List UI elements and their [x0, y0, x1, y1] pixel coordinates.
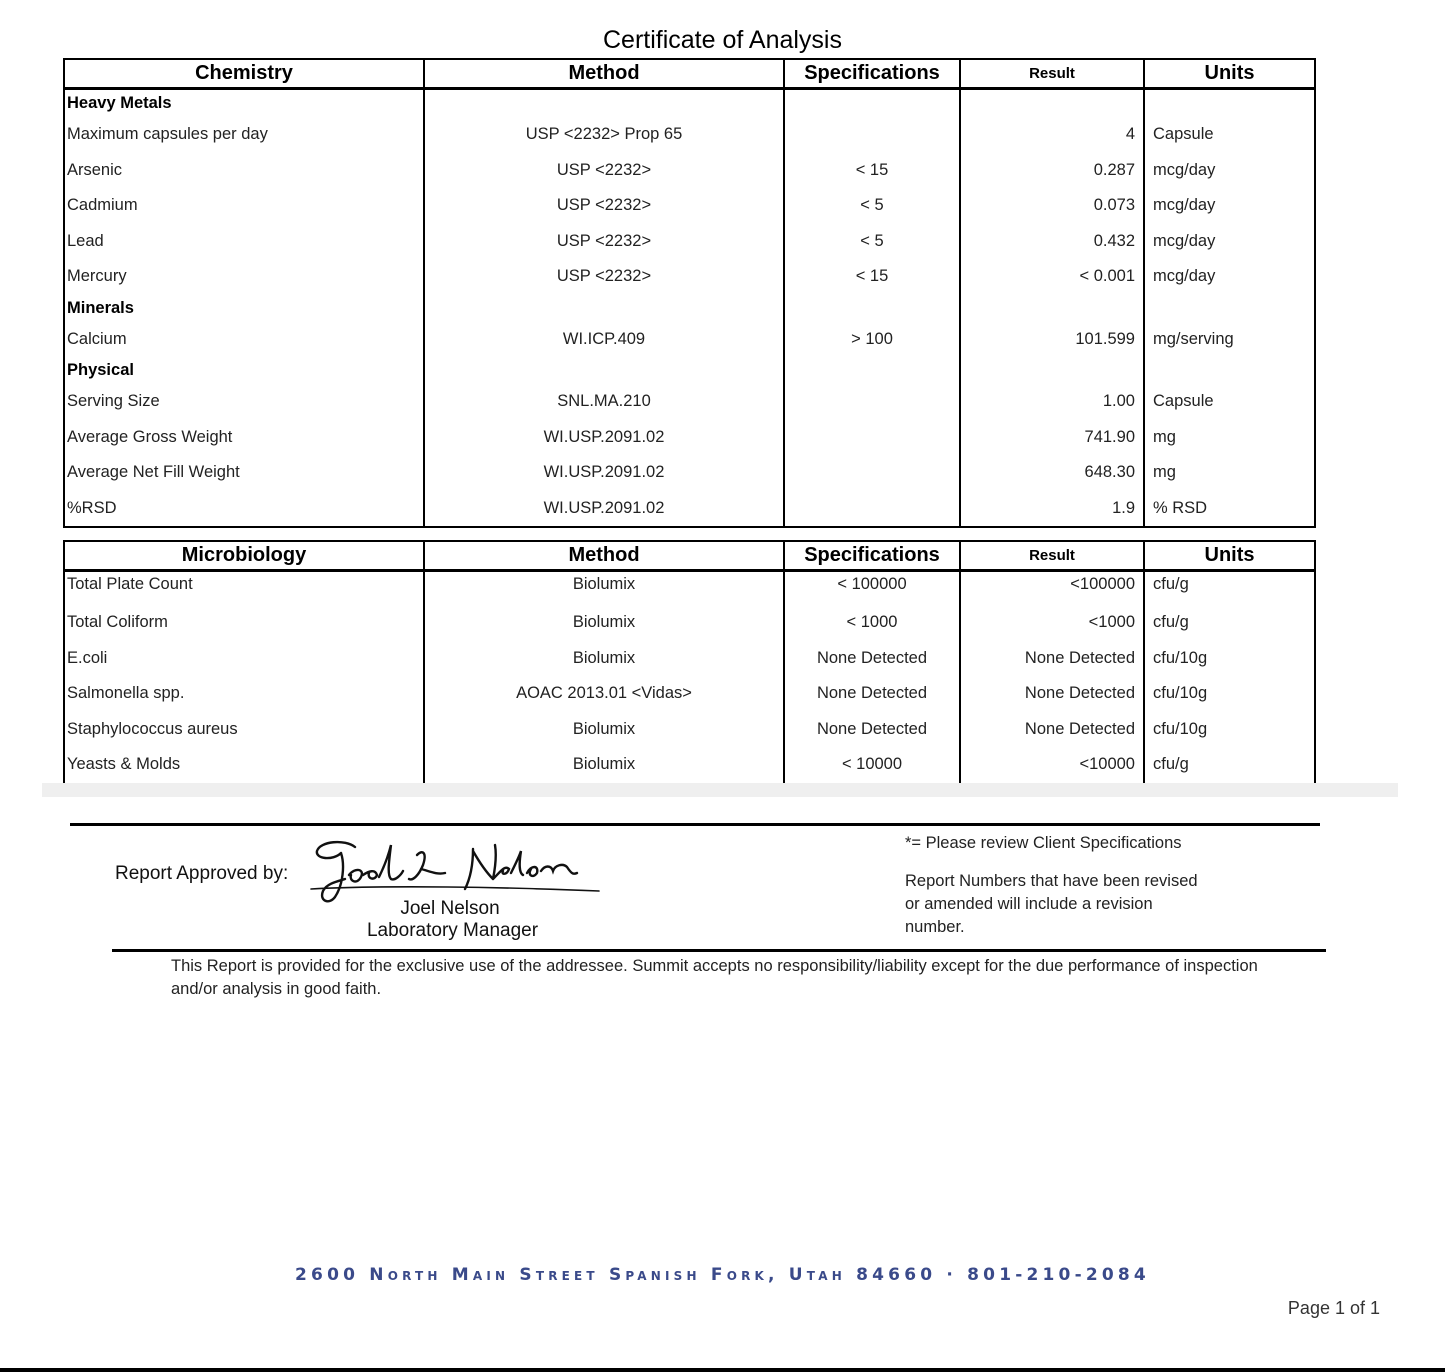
table-row — [64, 455, 1315, 491]
table-row — [64, 571, 1315, 606]
specification-cell — [784, 491, 960, 528]
method-cell — [424, 357, 784, 384]
analyte-cell: %RSD — [64, 491, 424, 528]
specification-cell: < 5 — [784, 224, 960, 260]
analyte-cell: Cadmium — [64, 188, 424, 224]
units-cell: Capsule — [1144, 117, 1315, 153]
bottom-border — [0, 1368, 1445, 1372]
units-cell — [1144, 89, 1315, 118]
table-row — [64, 322, 1315, 358]
units-cell: mg — [1144, 455, 1315, 491]
section-row — [64, 357, 1315, 384]
footer-address: 2600 North Main Street Spanish Fork, Utah 84660 · 801-210-2084 — [295, 1265, 1150, 1285]
method-cell: Biolumix — [424, 747, 784, 784]
units-cell: mcg/day — [1144, 259, 1315, 295]
method-cell: USP <2232> Prop 65 — [424, 117, 784, 153]
client-spec-note: *= Please review Client Specifications — [905, 834, 1182, 852]
method-cell: USP <2232> — [424, 224, 784, 260]
result-cell — [960, 357, 1144, 384]
specification-cell: None Detected — [784, 676, 960, 712]
table-row — [64, 491, 1315, 528]
units-cell: mcg/day — [1144, 153, 1315, 189]
result-cell: <10000 — [960, 747, 1144, 784]
analyte-cell: Salmonella spp. — [64, 676, 424, 712]
gray-separator-band — [42, 783, 1398, 797]
analyte-cell: Maximum capsules per day — [64, 117, 424, 153]
units-cell: cfu/10g — [1144, 712, 1315, 748]
analyte-cell: Staphylococcus aureus — [64, 712, 424, 748]
units-cell: mg/serving — [1144, 322, 1315, 358]
result-cell: < 0.001 — [960, 259, 1144, 295]
table-row — [64, 641, 1315, 677]
footer-address-container — [0, 1265, 1445, 1285]
column-header-microbiology: Microbiology — [64, 541, 424, 571]
specification-cell: > 100 — [784, 322, 960, 358]
signer-title: Laboratory Manager — [366, 920, 539, 941]
microbiology-table — [63, 540, 1316, 785]
page-number: Page 1 of 1 — [1287, 1298, 1380, 1318]
result-cell: None Detected — [960, 641, 1144, 677]
method-cell: Biolumix — [424, 605, 784, 641]
table-row — [64, 712, 1315, 748]
analyte-cell: Lead — [64, 224, 424, 260]
method-cell: WI.ICP.409 — [424, 322, 784, 358]
specification-cell — [784, 420, 960, 456]
method-cell: USP <2232> — [424, 259, 784, 295]
analyte-cell: Minerals — [64, 295, 424, 322]
table-row — [64, 420, 1315, 456]
units-cell: mg — [1144, 420, 1315, 456]
column-header-units: Units — [1144, 541, 1315, 571]
method-cell: SNL.MA.210 — [424, 384, 784, 420]
result-cell: None Detected — [960, 712, 1144, 748]
chemistry-header-row — [64, 59, 1315, 89]
analyte-cell: Total Coliform — [64, 605, 424, 641]
result-cell: None Detected — [960, 676, 1144, 712]
specification-cell: < 100000 — [784, 571, 960, 606]
units-cell: mcg/day — [1144, 224, 1315, 260]
column-header-units: Units — [1144, 59, 1315, 89]
method-cell: Biolumix — [424, 571, 784, 606]
table-row — [64, 188, 1315, 224]
units-cell: cfu/g — [1144, 747, 1315, 784]
units-cell: mcg/day — [1144, 188, 1315, 224]
analyte-cell: Physical — [64, 357, 424, 384]
column-header-specifications: Specifications — [784, 541, 960, 571]
analyte-cell: Yeasts & Molds — [64, 747, 424, 784]
table-row — [64, 384, 1315, 420]
result-cell: <100000 — [960, 571, 1144, 606]
specification-cell: < 10000 — [784, 747, 960, 784]
analyte-cell: Mercury — [64, 259, 424, 295]
result-cell: 741.90 — [960, 420, 1144, 456]
table-row — [64, 153, 1315, 189]
method-cell: AOAC 2013.01 <Vidas> — [424, 676, 784, 712]
section-row — [64, 295, 1315, 322]
approved-by-label: Report Approved by: — [115, 863, 289, 884]
revision-note: Report Numbers that have been revised or amended will include a revision number. — [905, 872, 1198, 936]
units-cell: % RSD — [1144, 491, 1315, 528]
section-row — [64, 89, 1315, 118]
result-cell — [960, 89, 1144, 118]
analyte-cell: Average Net Fill Weight — [64, 455, 424, 491]
analyte-cell: Arsenic — [64, 153, 424, 189]
table-row — [64, 747, 1315, 784]
result-cell — [960, 295, 1144, 322]
specification-cell — [784, 455, 960, 491]
document-title: Certificate of Analysis — [603, 26, 842, 54]
specification-cell — [784, 117, 960, 153]
column-header-specifications: Specifications — [784, 59, 960, 89]
horizontal-rule-top — [70, 823, 1320, 826]
method-cell: WI.USP.2091.02 — [424, 420, 784, 456]
result-cell: 648.30 — [960, 455, 1144, 491]
units-cell: cfu/g — [1144, 571, 1315, 606]
method-cell: WI.USP.2091.02 — [424, 455, 784, 491]
table-row — [64, 676, 1315, 712]
specification-cell: None Detected — [784, 712, 960, 748]
method-cell: USP <2232> — [424, 188, 784, 224]
analyte-cell: Serving Size — [64, 384, 424, 420]
result-cell: 1.00 — [960, 384, 1144, 420]
column-header-chemistry: Chemistry — [64, 59, 424, 89]
units-cell: cfu/10g — [1144, 641, 1315, 677]
result-cell: 4 — [960, 117, 1144, 153]
specification-cell: < 15 — [784, 153, 960, 189]
units-cell — [1144, 295, 1315, 322]
analyte-cell: Heavy Metals — [64, 89, 424, 118]
units-cell: cfu/g — [1144, 605, 1315, 641]
result-cell: 101.599 — [960, 322, 1144, 358]
result-cell: 0.073 — [960, 188, 1144, 224]
analyte-cell: Average Gross Weight — [64, 420, 424, 456]
microbiology-header-row — [64, 541, 1315, 571]
column-header-method: Method — [424, 59, 784, 89]
table-row — [64, 224, 1315, 260]
result-cell: 1.9 — [960, 491, 1144, 528]
column-header-method: Method — [424, 541, 784, 571]
specification-cell — [784, 357, 960, 384]
result-cell: <1000 — [960, 605, 1144, 641]
table-row — [64, 605, 1315, 641]
result-cell: 0.287 — [960, 153, 1144, 189]
analyte-cell: E.coli — [64, 641, 424, 677]
method-cell: WI.USP.2091.02 — [424, 491, 784, 528]
method-cell: Biolumix — [424, 712, 784, 748]
units-cell: Capsule — [1144, 384, 1315, 420]
units-cell — [1144, 357, 1315, 384]
column-header-result: Result — [960, 59, 1144, 89]
specification-cell: < 1000 — [784, 605, 960, 641]
units-cell: cfu/10g — [1144, 676, 1315, 712]
specification-cell — [784, 295, 960, 322]
specification-cell — [784, 384, 960, 420]
method-cell: USP <2232> — [424, 153, 784, 189]
method-cell — [424, 295, 784, 322]
column-header-result: Result — [960, 541, 1144, 571]
signer-name: Joel Nelson — [400, 898, 500, 919]
method-cell: Biolumix — [424, 641, 784, 677]
result-cell: 0.432 — [960, 224, 1144, 260]
table-row — [64, 117, 1315, 153]
analyte-cell: Total Plate Count — [64, 571, 424, 606]
specification-cell: < 5 — [784, 188, 960, 224]
analyte-cell: Calcium — [64, 322, 424, 358]
specification-cell — [784, 89, 960, 118]
chemistry-table — [63, 58, 1316, 528]
method-cell — [424, 89, 784, 118]
table-row — [64, 259, 1315, 295]
horizontal-rule-bottom — [112, 949, 1326, 952]
specification-cell: < 15 — [784, 259, 960, 295]
disclaimer-text: This Report is provided for the exclusive use of the addressee. Summit accepts no responsibility/liability except for the due performance of inspection and/or analysis in good faith. — [171, 957, 1258, 998]
specification-cell: None Detected — [784, 641, 960, 677]
